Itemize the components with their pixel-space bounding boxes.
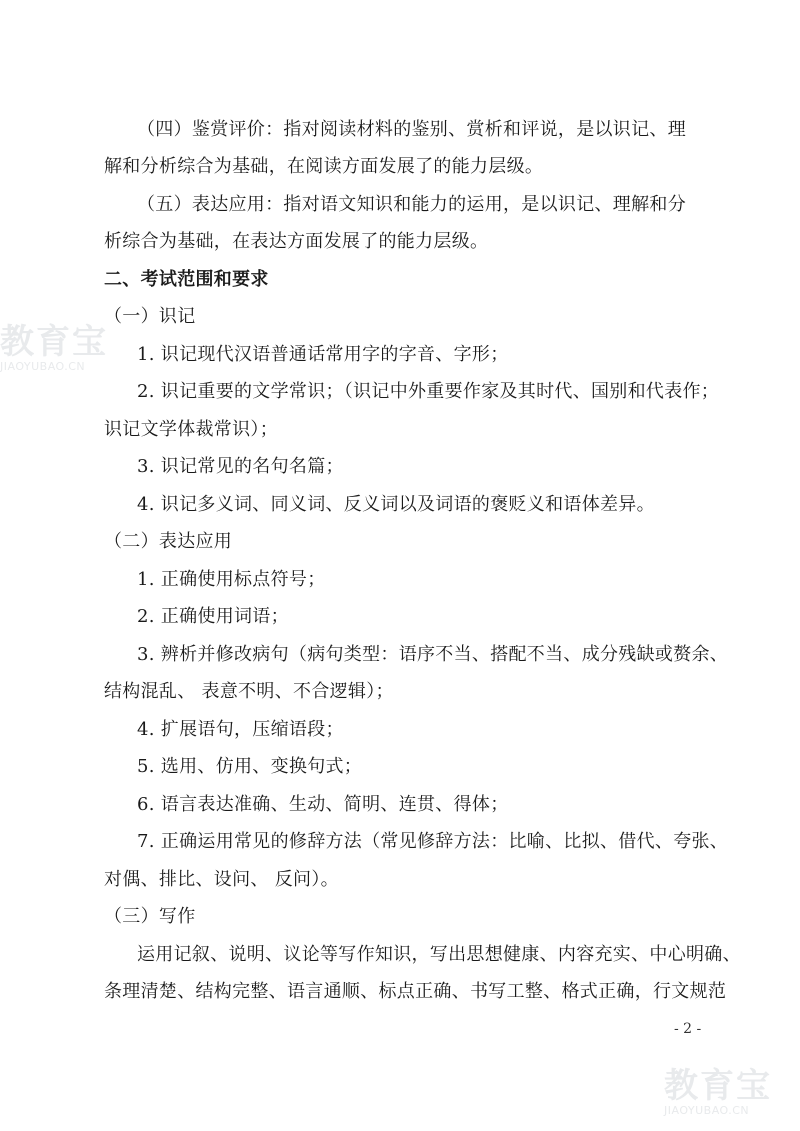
- list-item-expression-4: 4. 扩展语句，压缩语段；: [137, 719, 344, 740]
- list-item-expression-7-line-1: 7. 正确运用常见的修辞方法（常见修辞方法：比喻、比拟、借代、夸张、: [137, 831, 729, 852]
- list-item-expression-5: 5. 选用、仿用、变换句式；: [137, 756, 363, 777]
- list-item-expression-3-line-1: 3. 辨析并修改病句（病句类型：语序不当、搭配不当、成分残缺或赘余、: [137, 644, 729, 665]
- subheading-recall: （一）识记: [104, 306, 196, 327]
- list-item-recall-2-line-2: 识记文学体裁常识）；: [104, 419, 278, 440]
- list-item-expression-6: 6. 语言表达准确、生动、简明、连贯、得体；: [137, 794, 509, 815]
- watermark-bottom-right: [664, 1068, 772, 1117]
- subheading-expression: （二）表达应用: [104, 531, 233, 552]
- list-item-expression-2: 2. 正确使用词语；: [137, 606, 289, 627]
- list-item-recall-2-line-1: 2. 识记重要的文学常识；（识记中外重要作家及其时代、国别和代表作；: [137, 381, 720, 402]
- list-item-recall-4: 4. 识记多义词、同义词、反义词以及词语的褒贬义和语体差异。: [137, 494, 655, 515]
- list-item-expression-3-line-2: 结构混乱、 表意不明、不合逻辑）；: [104, 681, 394, 702]
- watermark-brand: 教育宝: [664, 1066, 772, 1106]
- paragraph-expression-line-2: 析综合为基础，在表达方面发展了的能力层级。: [104, 231, 489, 252]
- watermark-site: JIAOYUBAO.CN: [664, 1104, 750, 1117]
- watermark-top-left: [0, 324, 108, 373]
- list-item-expression-1: 1. 正确使用标点符号；: [137, 569, 326, 590]
- watermark-site: JIAOYUBAO.CN: [0, 360, 86, 373]
- list-item-recall-1: 1. 识记现代汉语普通话常用字的字音、字形；: [137, 344, 509, 365]
- paragraph-expression-line-1: （五）表达应用：指对语文知识和能力的运用，是以识记、理解和分: [137, 194, 686, 215]
- paragraph-writing-line-1: 运用记叙、说明、议论等写作知识，写出思想健康、内容充实、中心明确、: [137, 944, 741, 965]
- list-item-expression-7-line-2: 对偶、排比、设问、 反问）。: [104, 869, 339, 890]
- paragraph-writing-line-2: 条理清楚、结构完整、语言通顺、标点正确、书写工整、格式正确，行文规范: [104, 981, 727, 1002]
- list-item-recall-3: 3. 识记常见的名句名篇；: [137, 456, 344, 477]
- section-heading-scope: 二、考试范围和要求: [104, 269, 269, 290]
- subheading-writing: （三）写作: [104, 906, 196, 927]
- paragraph-appreciation-line-1: （四）鉴赏评价：指对阅读材料的鉴别、赏析和评说，是以识记、理: [137, 119, 686, 140]
- watermark-brand: 教育宝: [0, 322, 108, 362]
- paragraph-appreciation-line-2: 解和分析综合为基础，在阅读方面发展了的能力层级。: [104, 156, 544, 177]
- page-number: - 2 -: [674, 1021, 702, 1037]
